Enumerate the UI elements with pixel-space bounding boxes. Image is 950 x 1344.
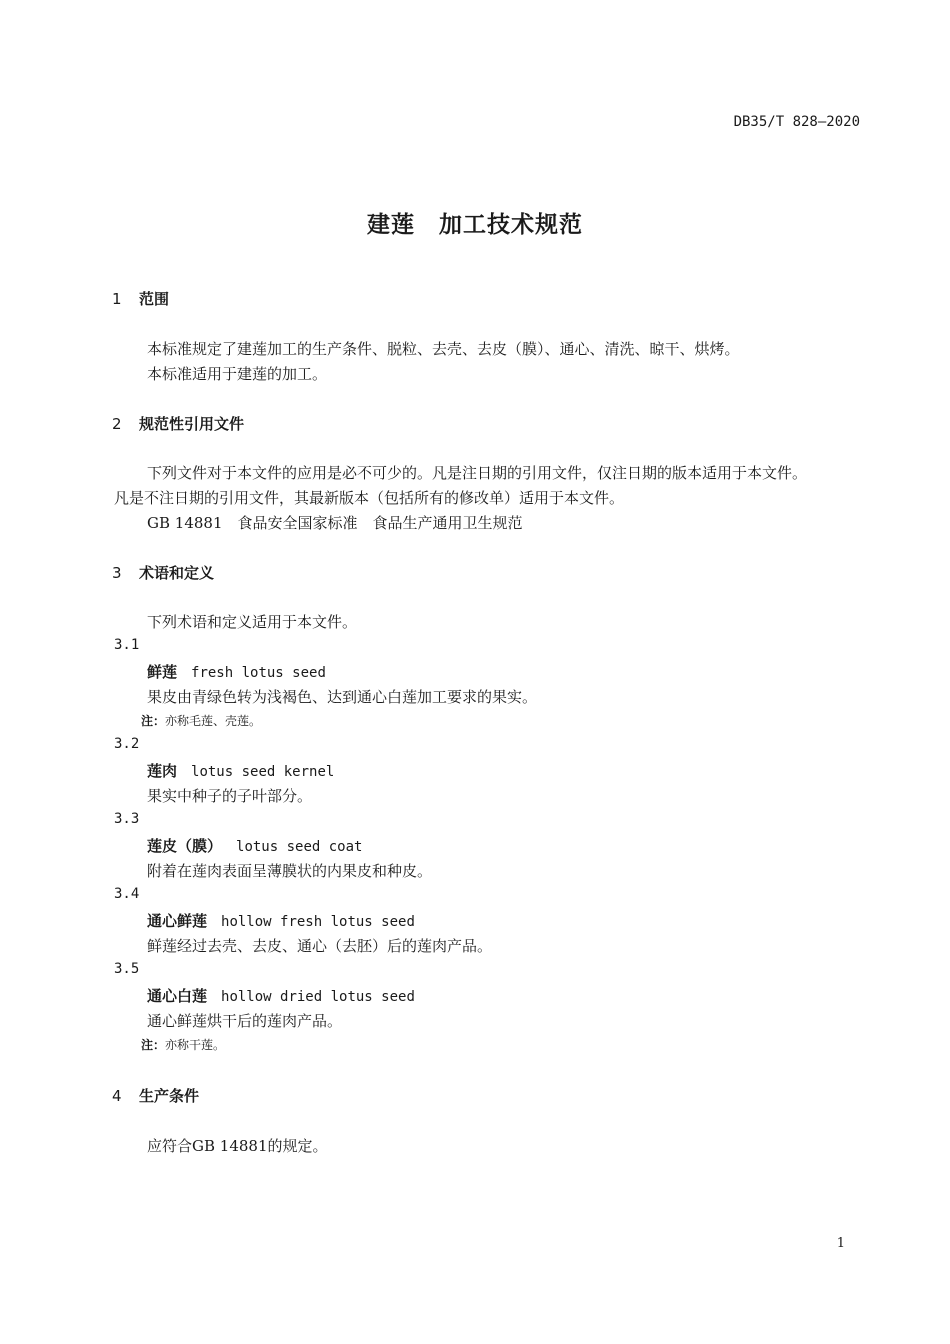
section-title: 范围 <box>139 290 170 308</box>
paragraph-continuation: 凡是不注日期的引用文件，其最新版本（包括所有的修改单）适用于本文件。 <box>114 489 625 507</box>
term-note <box>141 712 261 729</box>
term-en: lotus seed kernel <box>191 764 335 780</box>
section-number: 3 <box>112 564 122 582</box>
term-en: lotus seed coat <box>236 839 363 855</box>
term-definition: 通心鲜莲烘干后的莲肉产品。 <box>147 1012 343 1030</box>
term-heading <box>147 835 362 856</box>
section-title: 规范性引用文件 <box>139 415 245 433</box>
term-zh: 莲皮（膜） <box>147 837 223 855</box>
term-number: 3.2 <box>114 736 140 752</box>
term-en: fresh lotus seed <box>191 665 326 681</box>
paragraph: 本标准规定了建莲加工的生产条件、脱粒、去壳、去皮（膜）、通心、清洗、晾干、烘烤。 <box>147 340 740 358</box>
section-number: 2 <box>112 415 122 433</box>
page-number: 1 <box>836 1236 845 1251</box>
section-number: 4 <box>112 1087 122 1105</box>
term-zh: 鲜莲 <box>147 663 178 681</box>
paragraph: 应符合GB 14881的规定。 <box>147 1137 328 1155</box>
section-number: 1 <box>112 290 122 308</box>
term-en: hollow dried lotus seed <box>221 989 415 1005</box>
note-text: 亦称毛莲、壳莲。 <box>165 714 262 728</box>
section-title: 生产条件 <box>139 1087 200 1105</box>
term-zh: 通心鲜莲 <box>147 912 208 930</box>
section-2-heading <box>112 413 244 434</box>
term-number: 3.5 <box>114 961 140 977</box>
term-heading <box>147 985 415 1006</box>
section-4-heading <box>112 1085 199 1106</box>
term-definition: 果皮由青绿色转为浅褐色、达到通心白莲加工要求的果实。 <box>147 688 538 706</box>
section-3-heading <box>112 562 214 583</box>
term-heading <box>147 910 415 931</box>
note-text: 亦称干莲。 <box>165 1038 226 1052</box>
paragraph: 下列文件对于本文件的应用是必不可少的。凡是注日期的引用文件，仅注日期的版本适用于本文件。 <box>147 464 808 482</box>
note-label: 注： <box>141 714 166 728</box>
term-note <box>141 1036 225 1053</box>
section-title: 术语和定义 <box>139 564 215 582</box>
term-zh: 莲肉 <box>147 762 178 780</box>
term-definition: 果实中种子的子叶部分。 <box>147 787 313 805</box>
term-heading <box>147 760 334 781</box>
paragraph: 下列术语和定义适用于本文件。 <box>147 613 358 631</box>
term-number: 3.3 <box>114 811 140 827</box>
document-number: DB35/T 828—2020 <box>733 114 860 130</box>
term-definition: 附着在莲肉表面呈薄膜状的内果皮和种皮。 <box>147 862 433 880</box>
term-heading <box>147 661 326 682</box>
term-number: 3.4 <box>114 886 140 902</box>
term-zh: 通心白莲 <box>147 987 208 1005</box>
term-en: hollow fresh lotus seed <box>221 914 415 930</box>
section-1-heading <box>112 288 169 309</box>
paragraph: 本标准适用于建莲的加工。 <box>147 365 328 383</box>
note-label: 注： <box>141 1038 166 1052</box>
term-definition: 鲜莲经过去壳、去皮、通心（去胚）后的莲肉产品。 <box>147 937 493 955</box>
term-number: 3.1 <box>114 637 140 653</box>
document-title: 建莲 加工技术规范 <box>367 212 583 238</box>
normative-reference: GB 14881 食品安全国家标准 食品生产通用卫生规范 <box>147 514 523 532</box>
